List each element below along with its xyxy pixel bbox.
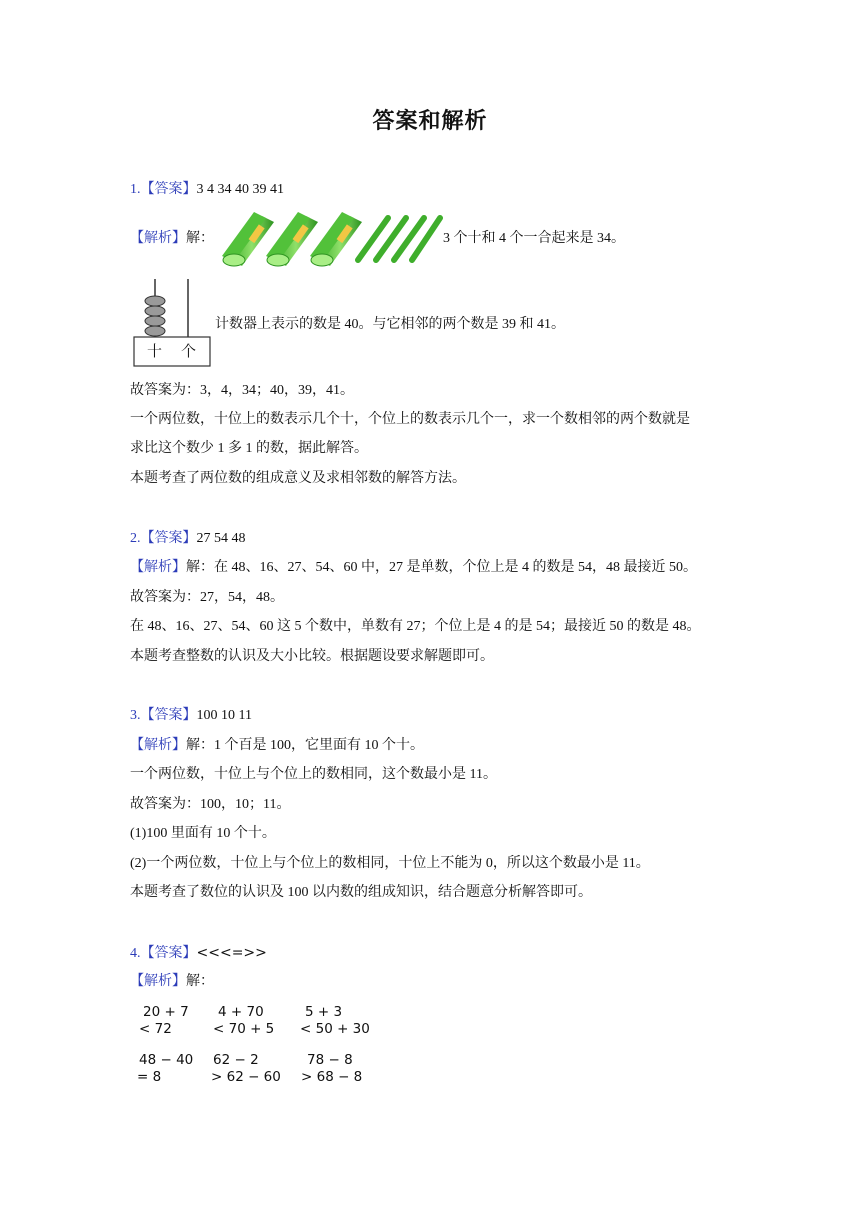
q1-sticks-text: 3 个十和 4 个一合起来是 34。 (443, 231, 625, 246)
q4-analysis-tag: 【解析】 (130, 974, 186, 989)
math-comparison: < 50 + 30 (300, 1021, 370, 1037)
q2-answer-tag: 【答案】 (140, 531, 197, 546)
math-comparison: < 72 (139, 1021, 172, 1037)
page-title: 答案和解析 (372, 108, 488, 133)
math-comparison: > 68 − 8 (301, 1069, 363, 1085)
q1-line4: 本题考查了两位数的组成意义及求相邻数的解答方法。 (130, 471, 466, 486)
q3-line5: 本题考查了数位的认识及 100 以内数的组成知识，结合题意分析解答即可。 (130, 885, 592, 900)
q1-line3: 求比这个数少 1 多 1 的数，据此解答。 (130, 441, 368, 456)
q2-answer: 27 54 48 (196, 531, 246, 546)
q3-answer-line (130, 707, 252, 725)
q1-answer-line (130, 181, 284, 199)
q2-analysis-text: 解：在 48、16、27、54、60 中，27 是单数，个位上是 4 的数是 54，48 最接近 50。 (186, 560, 697, 575)
math-expression: 48 − 40 (139, 1052, 194, 1068)
math-comparison: > 62 − 60 (211, 1069, 281, 1085)
q3-answer-tag: 【答案】 (140, 708, 197, 723)
math-expression: 62 − 2 (213, 1052, 259, 1068)
q4-analysis-line (130, 973, 214, 991)
q1-analysis-prefix: 解： (186, 231, 214, 246)
q3-analysis-tag: 【解析】 (130, 738, 186, 753)
math-comparison: = 8 (137, 1069, 162, 1085)
stick-bundle (310, 212, 362, 266)
q2-answer-line (130, 530, 246, 548)
q2-line1: 故答案为：27，54，48。 (130, 590, 284, 605)
single-stick (358, 218, 440, 260)
q3-line4: (2)一个两位数，十位上与个位上的数相同，十位上不能为 0，所以这个数最小是 11。 (130, 856, 650, 871)
q1-abacus-text: 计数器上表示的数是 40。与它相邻的两个数是 39 和 41。 (215, 317, 565, 332)
q3-analysis-text: 解：1 个百是 100，它里面有 10 个十。 (186, 738, 424, 753)
q3-line1: 一个两位数，十位上与个位上的数相同，这个数最小是 11。 (130, 767, 497, 782)
abacus-illustration (133, 279, 213, 369)
q4-answer-line (130, 944, 267, 963)
q1-line2: 一个两位数，十位上的数表示几个十，个位上的数表示几个一，求一个数相邻的两个数就是 (130, 412, 690, 427)
q4-number: 4. (130, 946, 141, 961)
q3-answer: 100 10 11 (196, 708, 252, 723)
q1-line1: 故答案为：3，4，34；40，39，41。 (130, 383, 354, 398)
stick-bundle (266, 212, 318, 266)
math-expression: 78 − 8 (307, 1052, 353, 1068)
q2-line2: 在 48、16、27、54、60 这 5 个数中，单数有 27；个位上是 4 的是 54；最接近 50 的数是 48。 (130, 619, 701, 634)
math-expression: 5 + 3 (305, 1004, 343, 1020)
q2-line3: 本题考查整数的认识及大小比较。根据题设要求解题即可。 (130, 649, 494, 664)
q1-answer-tag: 【答案】 (140, 182, 197, 197)
math-comparison: < 70 + 5 (213, 1021, 275, 1037)
abacus-tens-label: 十 (147, 344, 163, 360)
q2-analysis-tag: 【解析】 (130, 560, 186, 575)
math-expression: 4 + 70 (218, 1004, 264, 1020)
q1-analysis-line (130, 230, 214, 248)
q3-line2: 故答案为：100，10；11。 (130, 797, 291, 812)
math-expression: 20 + 7 (143, 1004, 189, 1020)
abacus-ones-label: 个 (181, 344, 197, 360)
q2-number: 2. (130, 531, 141, 546)
q4-analysis-prefix: 解： (186, 974, 214, 989)
q3-number: 3. (130, 708, 141, 723)
q3-analysis-line (130, 737, 424, 755)
q3-line3: (1)100 里面有 10 个十。 (130, 826, 276, 841)
stick-bundle (222, 212, 274, 266)
q2-analysis-line (130, 559, 697, 577)
q4-answer-tag: 【答案】 (140, 946, 197, 961)
q1-analysis-tag: 【解析】 (130, 231, 186, 246)
bundled-sticks-illustration (222, 210, 442, 266)
q4-answer: <<<=>> (196, 945, 267, 961)
q1-answer: 3 4 34 40 39 41 (196, 182, 284, 197)
q1-number: 1. (130, 182, 141, 197)
